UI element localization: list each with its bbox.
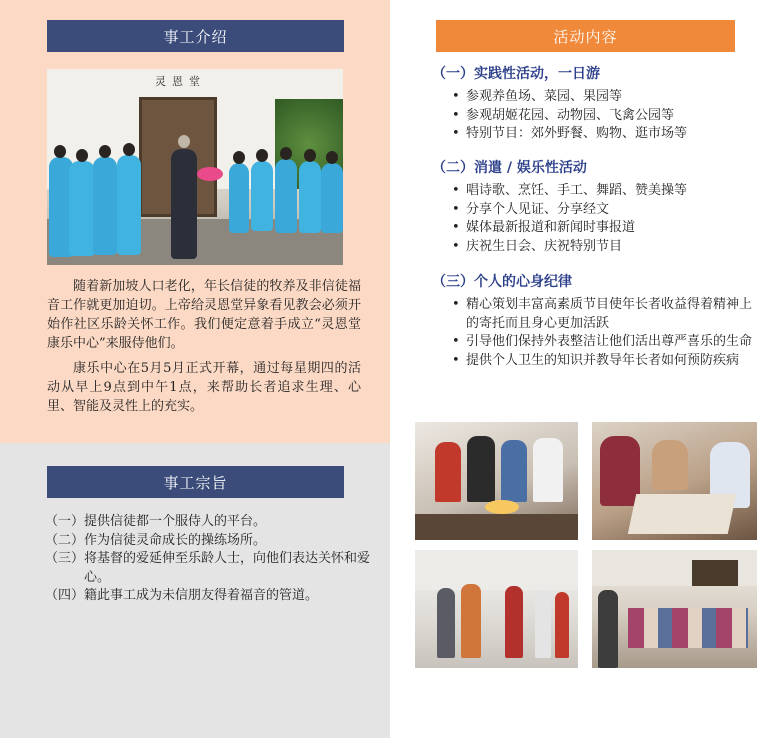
activity-item-text: 提供个人卫生的知识并教导年长者如何预防疾病 [466, 352, 740, 368]
photo-person [501, 440, 527, 502]
bullet: • [452, 201, 460, 217]
photo-person [505, 586, 523, 658]
photo-person [461, 584, 481, 658]
photo-person [93, 157, 117, 255]
game-table [628, 494, 737, 534]
photo-head [123, 143, 135, 156]
photo-person [555, 592, 569, 658]
activity-item [452, 296, 752, 333]
photo-person [533, 438, 563, 502]
activity-section-heading: （二）消遣 / 娱乐性活动 [432, 160, 587, 176]
purpose-title-banner [47, 466, 344, 498]
activity-section-2 [432, 158, 752, 256]
activity-item-text: 庆祝生日会、庆祝特别节目 [466, 238, 623, 254]
activity-item [452, 125, 752, 144]
activity-item-text: 分享个人见证、分享经文 [466, 201, 610, 217]
photo-person [117, 155, 141, 255]
photo-person [321, 163, 343, 233]
activity-item-text: 参观养鱼场、菜园、果园等 [466, 89, 623, 104]
intro-text [47, 277, 361, 416]
photo-head [54, 145, 66, 158]
purpose-item-text: 将基督的爱延伸至乐龄人士，向他们表达关怀和爱心。 [84, 551, 371, 585]
purpose-item-text: 作为信徒灵命成长的操练场所。 [84, 532, 267, 548]
purpose-item [45, 532, 375, 551]
activity-section-heading: （三）个人的心身纪律 [432, 274, 572, 290]
bullet: • [452, 89, 460, 104]
group-gathering-photo [592, 550, 757, 668]
activity-list [452, 182, 752, 256]
photo-ribbon [197, 167, 223, 181]
bullet: • [452, 334, 460, 349]
photo-person [251, 161, 273, 231]
purpose-item [45, 513, 375, 532]
photo-person [600, 436, 640, 506]
purpose-item-number: （二） [45, 532, 85, 548]
activity-item [452, 238, 752, 257]
purpose-item [45, 587, 375, 606]
purpose-item-text: 籍此事工成为未信朋友得着福音的管道。 [84, 588, 319, 603]
intro-title: 事工介绍 [163, 27, 228, 46]
photo-person [535, 590, 551, 658]
activity-item [452, 352, 752, 371]
activity-section-3 [432, 272, 752, 370]
bullet: • [452, 126, 460, 141]
bullet: • [452, 297, 460, 312]
photo-person [69, 161, 95, 256]
photo-head [256, 149, 268, 162]
activity-item [452, 219, 752, 238]
intro-paragraph-1: 随着新加坡人口老化，年长信徒的牧养及非信徒福音工作就更加迫切。上帝给灵恩堂异象看见教会必须开始作社区乐龄关怀工作。我们便定意着手成立“灵恩堂康乐中心”来服侍他们。 [47, 279, 361, 351]
purpose-item [45, 550, 375, 587]
seated-crowd [628, 608, 748, 648]
photo-person [598, 590, 618, 668]
activities-title-banner [436, 20, 735, 52]
purpose-list [45, 513, 375, 606]
ribbon-cutting-photo [47, 69, 343, 265]
purpose-item-text: 提供信徒都一个服侍人的平台。 [84, 514, 267, 529]
photo-person [437, 588, 455, 658]
church-sign: 灵恩堂 [155, 75, 206, 88]
activity-list [452, 88, 752, 144]
activity-item [452, 201, 752, 220]
activities-title: 活动内容 [553, 27, 618, 46]
activity-item-text: 媒体最新报道和新闻时事报道 [466, 220, 636, 235]
intro-title-banner [47, 20, 344, 52]
mahjong-game-photo [592, 422, 757, 540]
activity-list [452, 296, 752, 370]
bullet: • [452, 220, 460, 235]
photo-person [171, 149, 197, 259]
bullet: • [452, 107, 460, 123]
intro-paragraph-2: 康乐中心在5月5月正式开幕，通过每星期四的活动从早上9点到中午1点，来帮助长者追求生理、心里、智能及灵性上的充实。 [47, 361, 361, 414]
photo-person [435, 442, 461, 502]
activity-item [452, 107, 752, 126]
activity-item [452, 333, 752, 352]
photo-person [229, 163, 249, 233]
photo-head [76, 149, 88, 162]
activity-item-text: 引导他们保持外表整洁让他们活出尊严喜乐的生命 [466, 334, 753, 349]
photo-banner [692, 560, 738, 586]
activity-section-1 [432, 64, 752, 144]
photo-person [275, 159, 297, 233]
purpose-title: 事工宗旨 [163, 473, 228, 492]
photo-head [99, 145, 111, 158]
bullet: • [452, 183, 460, 198]
purpose-item-number: （一） [45, 514, 85, 529]
activity-item [452, 88, 752, 107]
photo-head [280, 147, 292, 160]
photo-head [178, 135, 190, 148]
purpose-item-number: （四） [45, 588, 85, 603]
activity-item-text: 精心策划丰富高素质节目使年长者收益得着精神上的寄托而且身心更加活跃 [466, 297, 753, 331]
activity-item-text: 参观胡姬花园、动物园、飞禽公园等 [466, 107, 675, 123]
photo-person [467, 436, 495, 502]
photo-person [652, 440, 688, 490]
bullet: • [452, 352, 460, 368]
birthday-party-photo [415, 422, 578, 540]
photo-head [326, 151, 338, 164]
photo-ceiling [415, 550, 578, 590]
photo-person [299, 161, 321, 233]
photo-head [304, 149, 316, 162]
photo-head [233, 151, 245, 164]
bullet: • [452, 238, 460, 254]
purpose-item-number: （三） [45, 551, 85, 566]
activity-section-heading: （一）实践性活动，一日游 [432, 66, 600, 82]
exercise-photo [415, 550, 578, 668]
photo-table [415, 514, 578, 540]
activity-item-text: 唱诗歌、烹饪、手工、舞蹈、赞美操等 [466, 183, 688, 198]
birthday-cake [485, 500, 519, 514]
activity-item-text: 特别节目：郊外野餐、购物、逛市场等 [466, 126, 688, 141]
activity-item [452, 182, 752, 201]
